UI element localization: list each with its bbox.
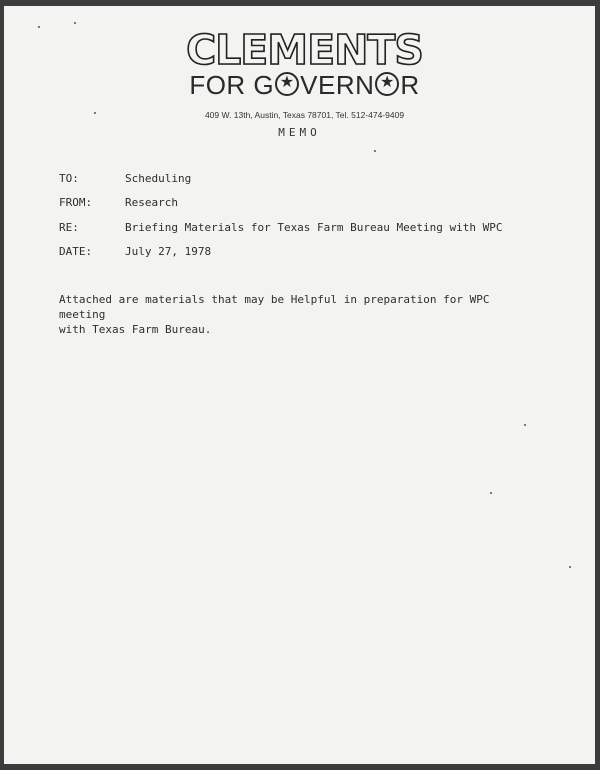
campaign-address: 409 W. 13th, Austin, Texas 78701, Tel. 512-474-9409 <box>204 110 405 120</box>
from-label: FROM: <box>59 196 93 209</box>
re-value: Briefing Materials for Texas Farm Bureau Meeting with WPC <box>125 221 503 234</box>
to-label: TO: <box>59 172 79 185</box>
date-field <box>59 245 211 258</box>
memo-heading: MEMO <box>278 126 321 139</box>
logo-text-end: R <box>400 70 420 100</box>
date-label: DATE: <box>59 245 93 258</box>
scan-speck <box>94 112 96 114</box>
logo-text-start: FOR G <box>189 70 275 100</box>
scan-speck <box>38 26 40 28</box>
star-icon: ★ <box>275 72 299 96</box>
re-field <box>59 221 503 234</box>
scan-speck <box>524 424 526 426</box>
from-field <box>59 196 178 209</box>
logo-text-mid: VERN <box>300 70 375 100</box>
to-field <box>59 172 191 185</box>
star-icon: ★ <box>375 72 399 96</box>
scan-speck <box>74 22 76 24</box>
for-governor-logo <box>14 70 595 100</box>
date-value: July 27, 1978 <box>125 245 212 258</box>
from-value: Research <box>125 196 178 209</box>
to-value: Scheduling <box>125 172 192 185</box>
re-label: RE: <box>59 221 79 234</box>
memo-body: Attached are materials that may be Helpful in preparation for WPC meeting with Texas Farm Bureau. <box>59 293 490 336</box>
memo-page <box>4 6 595 764</box>
scan-speck <box>490 492 492 494</box>
scan-speck <box>569 566 571 568</box>
letterhead <box>4 26 595 120</box>
scan-speck <box>374 150 376 152</box>
clements-logo: CLEMENTS <box>14 30 595 70</box>
